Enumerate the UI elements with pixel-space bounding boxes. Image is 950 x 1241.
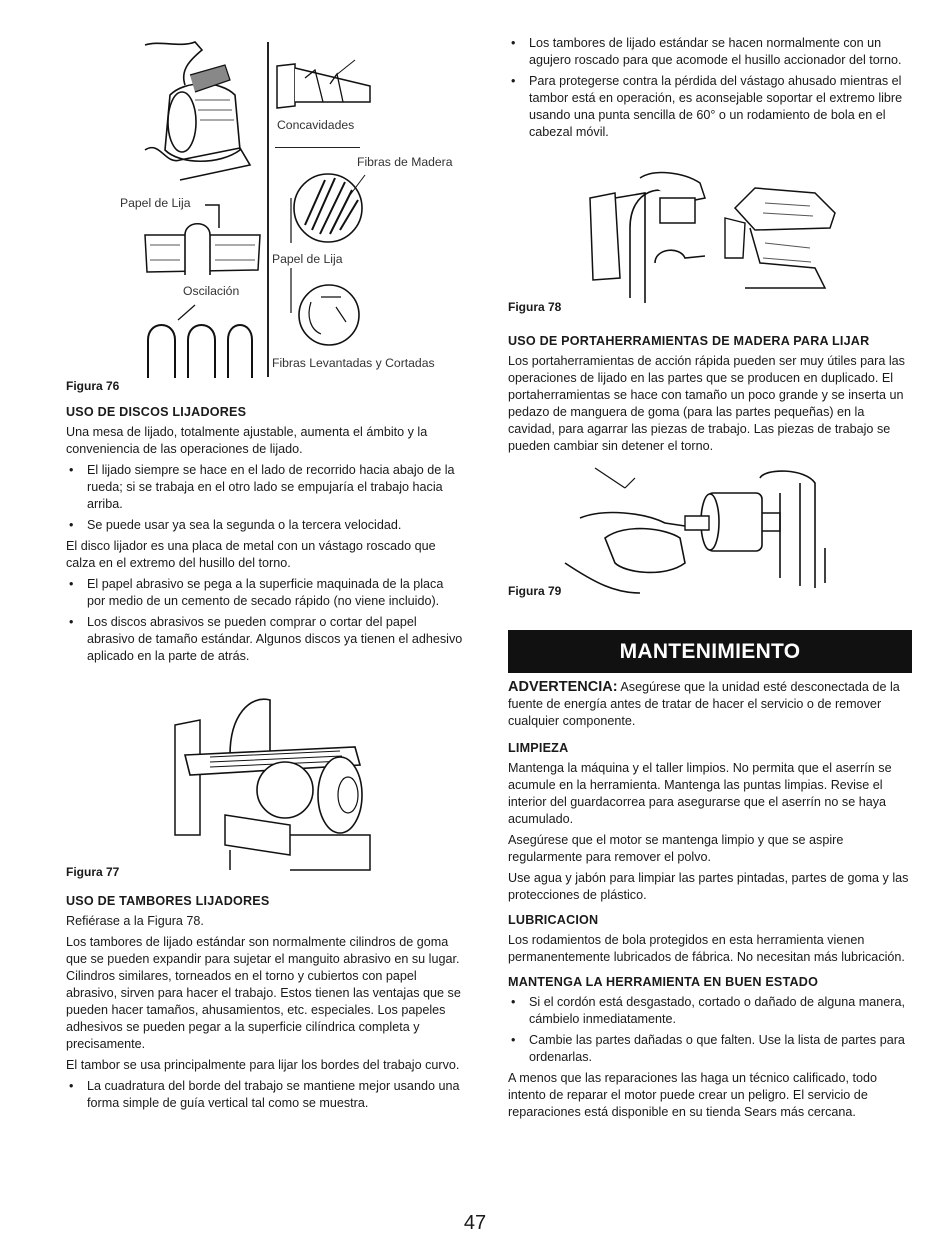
limpieza-heading: LIMPIEZA xyxy=(508,741,569,755)
fig76-concavidades-label: Concavidades xyxy=(277,118,355,132)
fig76-papel-lija-left-label: Papel de Lija xyxy=(120,196,191,210)
fig76-oscilacion-label: Oscilación xyxy=(183,284,240,298)
warning-text: Asegúrese que la unidad esté desconectada de la fuente de energía antes de tratar de hacer el servicio o de remover cualquier componente. xyxy=(508,680,900,728)
lubricacion-p: Los rodamientos de bola protegidos en esta herramienta vienen permanentemente lubricados de fábrica. No necesitan más lubricación. xyxy=(508,933,905,964)
tambores-bullets xyxy=(66,1078,464,1112)
warning-paragraph xyxy=(508,679,912,730)
fig77-disc-sander-illustration xyxy=(170,695,380,875)
buen-estado-bullets xyxy=(508,994,912,1066)
fig77-caption: Figura 77 xyxy=(66,865,120,879)
fig76-drum-illustration xyxy=(140,40,270,170)
discos-para2: El disco lijador es una placa de metal con un vástago roscado que calza en el extremo del husillo del torno. xyxy=(66,539,436,570)
mantenimiento-section xyxy=(508,679,912,1125)
fig76-papel-lija-right-label: Papel de Lija xyxy=(272,252,343,266)
list-item: • Si el cordón está desgastado, cortado o dañado de alguna manera, cámbielo inmediatamente. xyxy=(508,994,912,1028)
tambores-cont-bullets xyxy=(508,35,912,141)
fig76-divider-horizontal xyxy=(275,147,360,148)
fig76-vertical-arrow xyxy=(286,198,296,313)
list-item: • Los tambores de lijado estándar se hacen normalmente con un agujero roscado para que acomode el husillo accionador del torno. xyxy=(508,35,912,69)
list-item: • Cambie las partes dañadas o que falten. Use la lista de partes para ordenarlas. xyxy=(508,1032,912,1066)
lubricacion-heading: LUBRICACION xyxy=(508,913,599,927)
limpieza-p1: Mantenga la máquina y el taller limpios. No permita que el aserrín se acumule en la herramienta. Mantenga las puntas limpias. Revise el interior del guardacorrea para asegurarse que el aserrín no se haya acumulado. xyxy=(508,761,892,826)
list-item: • Para protegerse contra la pérdida del vástago ahusado mientras el tambor está en operación, es aconsejable soportar el extremo libre usando una punta sencilla de 60° o un rodamiento de bola en el cabezal móvil. xyxy=(508,73,912,141)
fig76-fibras-madera-label: Fibras de Madera xyxy=(357,155,453,169)
fig78-drum-sander-illustration xyxy=(585,168,845,308)
fig76-oscillation-board xyxy=(140,220,265,280)
fig76-fibras-levantadas-label: Fibras Levantadas y Cortadas xyxy=(272,356,435,370)
limpieza-p3: Use agua y jabón para limpiar las partes pintadas, partes de goma y las protecciones de plástico. xyxy=(508,871,909,902)
list-item: • El papel abrasivo se pega a la superficie maquinada de la placa por medio de un cemento de secado rápido (no viene incluido). xyxy=(66,576,464,610)
mantenimiento-banner: MANTENIMIENTO xyxy=(508,630,912,673)
discos-bullets-1 xyxy=(66,462,464,534)
fig76-wood-fibers-circle xyxy=(290,170,370,250)
list-item: • El lijado siempre se hace en el lado de recorrido hacia abajo de la rueda; si se trabaja en el otro lado se empujaría el trabajo hacia arriba. xyxy=(66,462,464,513)
discos-intro: Una mesa de lijado, totalmente ajustable, aumenta el ámbito y la conveniencia de las operaciones de lijado. xyxy=(66,425,428,456)
list-item: • La cuadratura del borde del trabajo se mantiene mejor usando una forma simple de guía vertical tal como se muestra. xyxy=(66,1078,464,1112)
fig76-oscillation-teeth xyxy=(140,300,265,380)
tambores-cont-section xyxy=(508,35,912,145)
discos-bullets-2 xyxy=(66,576,464,665)
tambores-section xyxy=(66,893,464,1116)
porta-para: Los portaherramientas de acción rápida pueden ser muy útiles para las operaciones de lijado en las partes que se producen en duplicado. El portaherramientas se hace con tamaño un poco grande y se inserta un pedazo de manguera de goma (para las partes pequeñas) en la cavidad, para agarrar las piezas de trabajo. Las piezas de trabajo se pueden cambiar sin detener el torno. xyxy=(508,354,905,453)
tambores-para2: El tambor se usa principalmente para lijar los bordes del trabajo curvo. xyxy=(66,1058,460,1072)
limpieza-p2: Asegúrese que el motor se mantenga limpio y que se aspire regularmente para remover el polvo. xyxy=(508,833,844,864)
fig78-caption: Figura 78 xyxy=(508,300,562,314)
fig76-divider-vertical xyxy=(267,42,269,377)
tambores-para1: Los tambores de lijado estándar son normalmente cilindros de goma que se pueden expandir para sujetar el manguito abrasivo en su lugar. Cilindros similares, torneados en el torno y cubiertos con papel abrasivo, sirven para hacer el trabajo. Estos tienen las ventajas que se pueden hacer tamaños, ahusamientos, etc. especiales. Los papeles adhesivos se pueden pegar a la superficie cilíndrica completa y precisamente. xyxy=(66,935,461,1051)
tambores-ref: Refiérase a la Figura 78. xyxy=(66,914,204,928)
buen-estado-heading: MANTENGA LA HERRAMIENTA EN BUEN ESTADO xyxy=(508,975,819,989)
buen-estado-p: A menos que las reparaciones las haga un técnico calificado, todo intento de reparar el motor puede crear un peligro. El servicio de reparaciones está disponible en su tienda Sears más cercana. xyxy=(508,1071,877,1119)
page-number: 47 xyxy=(463,1212,487,1234)
warning-label: ADVERTENCIA: xyxy=(508,679,618,695)
fig76-concavities-illustration xyxy=(275,58,375,118)
fig76-caption: Figura 76 xyxy=(66,379,120,393)
list-item: • Se puede usar ya sea la segunda o la tercera velocidad. xyxy=(66,517,464,534)
discos-heading: USO DE DISCOS LIJADORES xyxy=(66,405,247,419)
fig76-cut-fibers-circle xyxy=(296,282,366,352)
list-item: • Los discos abrasivos se pueden comprar o cortar del papel abrasivo de tamaño estándar. Algunos discos ya tienen el adhesivo aplicado en la parte de atrás. xyxy=(66,614,464,665)
discos-section xyxy=(66,404,464,669)
tambores-heading: USO DE TAMBORES LIJADORES xyxy=(66,894,270,908)
porta-section xyxy=(508,333,912,459)
porta-heading: USO DE PORTAHERRAMIENTAS DE MADERA PARA LIJAR xyxy=(508,334,870,348)
fig79-holder-illustration xyxy=(565,468,835,603)
fig79-caption: Figura 79 xyxy=(508,584,562,598)
